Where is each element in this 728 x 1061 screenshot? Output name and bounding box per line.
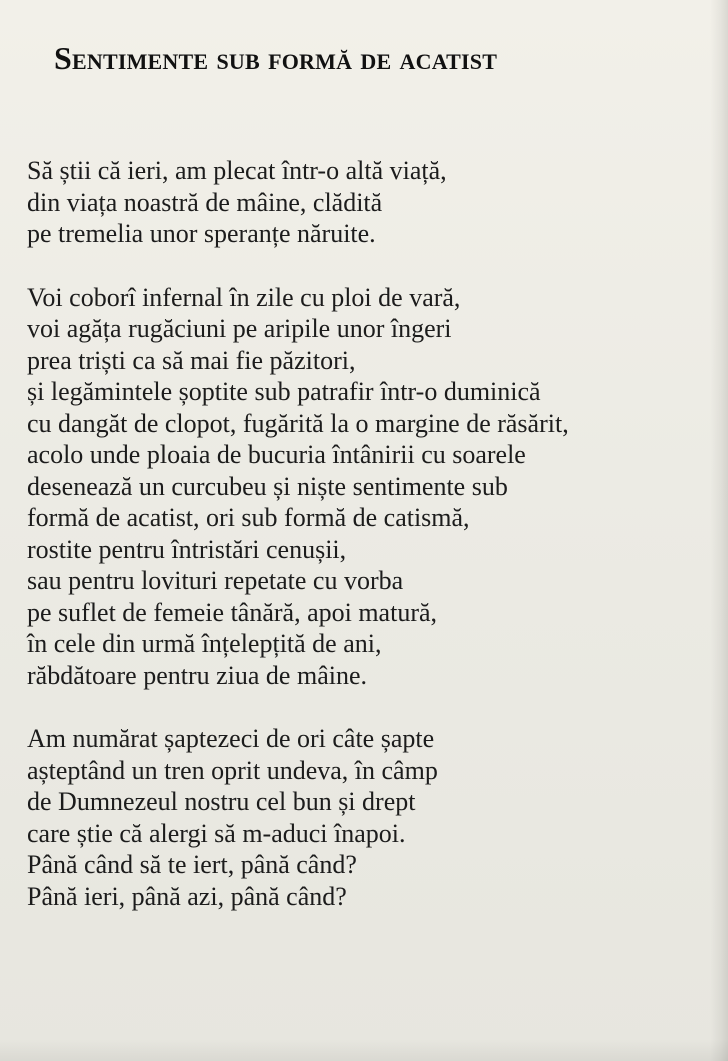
poem-line: Până ieri, până azi, până când? bbox=[27, 881, 347, 911]
stanza-3 bbox=[27, 723, 717, 912]
poem-line: acolo unde ploaia de bucuria întânirii cu soarele bbox=[27, 440, 526, 469]
poem-line: în cele din urmă înțelepțită de ani, bbox=[27, 629, 382, 658]
poem-line: Voi coborî infernal în zile cu ploi de vară, bbox=[27, 282, 461, 312]
poem-line: rostite pentru întristări cenușii, bbox=[27, 534, 347, 564]
poem-line: pe tremelia unor speranțe năruite. bbox=[27, 219, 376, 248]
poem-line: așteptând un tren oprit undeva, în câmp bbox=[27, 755, 438, 785]
poem-body bbox=[27, 155, 717, 912]
poem-line: din viața noastră de mâine, clădită bbox=[27, 187, 383, 217]
stanza-2 bbox=[27, 282, 717, 692]
poem-line: care știe că alergi să m-aduci înapoi. bbox=[27, 818, 406, 848]
poem-line: cu dangăt de clopot, fugărită la o margine de răsărit, bbox=[27, 408, 569, 438]
poem-line: răbdătoare pentru ziua de mâine. bbox=[27, 660, 367, 690]
poem-line: de Dumnezeul nostru cel bun și drept bbox=[27, 787, 416, 816]
poem-line: desenează un curcubeu și niște sentimente sub bbox=[27, 471, 508, 501]
poem-line: prea triști ca să mai fie păzitori, bbox=[27, 345, 356, 375]
stanza-1 bbox=[27, 155, 717, 250]
poem-line: formă de acatist, ori sub formă de catismă, bbox=[27, 503, 470, 532]
poem-title: Sentimente sub formă de acatist bbox=[54, 40, 498, 76]
poem-line: Până când să te iert, până când? bbox=[27, 850, 357, 879]
poem-line: sau pentru lovituri repetate cu vorba bbox=[27, 566, 404, 595]
poem-line: Să știi că ieri, am plecat într-o altă viață, bbox=[27, 156, 447, 185]
page-bottom-shadow bbox=[0, 1039, 728, 1061]
poem-line: și legămintele șoptite sub patrafir într-o duminică bbox=[27, 377, 541, 406]
poem-line: Am numărat șaptezeci de ori câte șapte bbox=[27, 724, 435, 753]
poem-line: pe suflet de femeie tânără, apoi matură, bbox=[27, 597, 438, 627]
poem-line: voi agăța rugăciuni pe aripile unor îngeri bbox=[27, 314, 452, 343]
